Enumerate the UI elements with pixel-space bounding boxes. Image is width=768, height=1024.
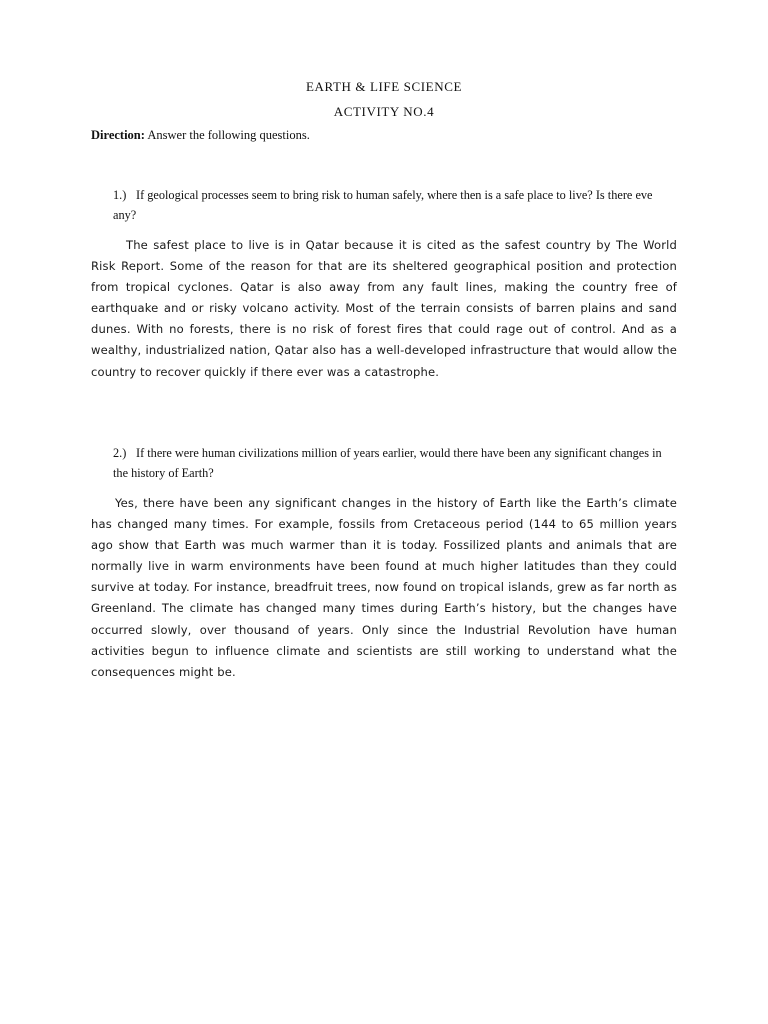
question-2 xyxy=(113,443,678,483)
direction-text: Answer the following questions. xyxy=(147,128,310,142)
document-title: EARTH & LIFE SCIENCE xyxy=(305,79,463,94)
activity-title: ACTIVITY NO.4 xyxy=(333,104,435,119)
direction-label: Direction: xyxy=(91,128,145,142)
question-number: 1.) xyxy=(113,188,127,202)
question-text: If geological processes seem to bring risk to human safely, where then is a safe place to live? Is there eve any? xyxy=(113,188,653,222)
direction-line xyxy=(91,128,310,143)
question-number: 2.) xyxy=(113,446,127,460)
question-1 xyxy=(113,185,678,225)
answer-1: The safest place to live is in Qatar because it is cited as the safest country by The World Risk Report. Some of the reason for that are its sheltered geographical position and protection from tropical cyclones. Qatar is also away from any fault lines, making the country free of earthquake and or risky volcano activity. Most of the terrain consists of barren plains and sand dunes. With no forests, there is no risk of forest fires that could rage out of control. And as a wealthy, industrialized nation, Qatar also has a well-developed infrastructure that would allow the country to recover quickly if there ever was a catastrophe. xyxy=(91,238,677,379)
answer-2: Yes, there have been any significant changes in the history of Earth like the Earth’s climate has changed many times. For example, fossils from Cretaceous period (144 to 65 million years ago show that Earth was much warmer than it is today. Fossilized plants and animals that are normally live in warm environments have been found at much higher latitudes than they could survive at today. For instance, breadfruit trees, now found on tropical islands, grew as far north as Greenland. The climate has changed many times during Earth’s history, but the changes have occurred slowly, over thousand of years. Only since the Industrial Revolution have human activities begun to influence climate and scientists are still working to understand what the consequences might be. xyxy=(91,496,677,679)
question-text: If there were human civilizations million of years earlier, would there have been any significant changes in the history of Earth? xyxy=(113,446,662,480)
